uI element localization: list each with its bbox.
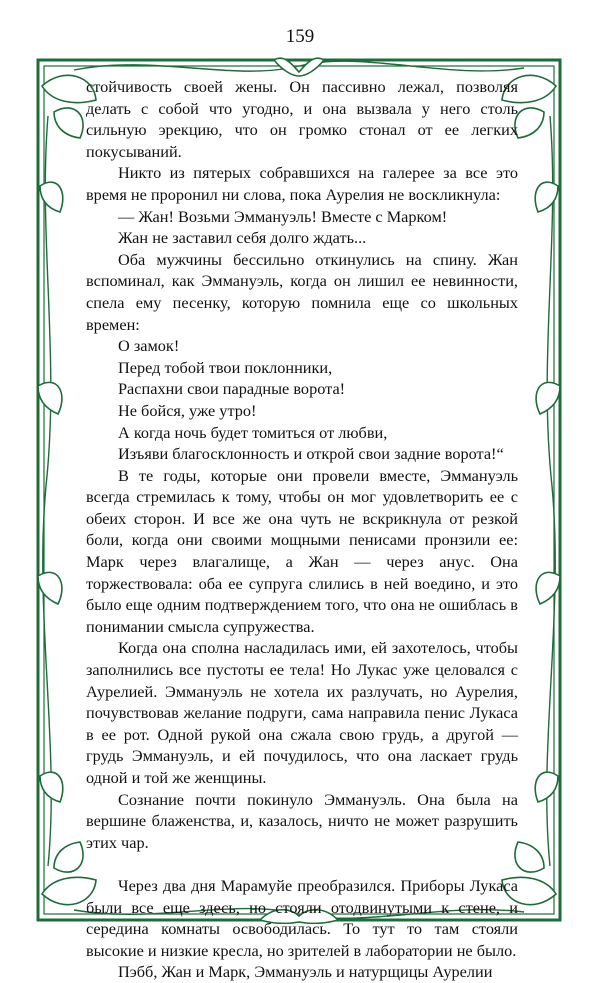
paragraph: В те годы, которые они провели вместе, Эммануэль всегда стремилась к тому, чтобы он мог удовлетворить ее с обеих сторон. И все же она чуть не вскрикнула от резкой боли, когда они своими мощными пенисами пронзили ее: Марк через влагалище, а Жан — через анус. Она торжествовала: оба ее супруга слились в ней воедино, и это было еще одним подтверждением того, что она не ошиблась в понимании смысла супружества.: [86, 465, 518, 636]
paragraph: Когда она сполна насладилась ими, ей захотелось, чтобы заполнились все пустоты ее тела! Но Лукас уже целовался с Аурелией. Эммануэль не хотела их разлучать, но Аурелия, почувствовав желание подруги, сама направила пенис Лукаса в ее рот. Одной рукой она сжала свою грудь, а другой — грудь Эммануэль, и ей почудилось, что она ласкает грудь одной и той же женщины.: [86, 638, 518, 787]
verse-line: А когда ночь будет томиться от любви,: [118, 422, 388, 442]
verse-line: О замок!: [118, 336, 180, 356]
page-number: 159: [285, 26, 315, 47]
paragraph: Пэбб, Жан и Марк, Эммануэль и натурщицы Аурелии: [118, 962, 493, 982]
body-text: [86, 76, 518, 983]
paragraph: Через два дня Марамуйе преобразился. Приборы Лукаса были все еще здесь, но стояли отодвинутыми к стене, и середина комнаты освободилась. То тут то там стояли высокие и низкие кресла, но зрителей в лаборатории не было.: [86, 875, 518, 960]
paragraph: Никто из пятерых собравшихся на галерее за все это время не проронил ни слова, пока Аурелия не воскликнула:: [86, 163, 518, 204]
verse-line: Распахни свои парадные ворота!: [118, 379, 346, 399]
paragraph: Жан не заставил себя долго ждать...: [118, 228, 367, 248]
verse-line: Перед тобой твои поклонники,: [118, 357, 333, 377]
paragraph: Оба мужчины бессильно откинулись на спину. Жан вспоминал, как Эммануэль, когда он лишил ее невинности, спела ему песенку, которую помнила еще со школьных времен:: [86, 249, 518, 334]
verse-line: Не бойся, уже утро!: [118, 400, 257, 420]
paragraph: — Жан! Возьми Эммануэль! Вместе с Марком!: [118, 206, 448, 226]
verse-line: Изъяви благосклонность и открой свои задние ворота!“: [118, 444, 504, 464]
paragraph: стойчивость своей жены. Он пассивно лежал, позволяя делать с собой что угодно, и она вызвала у него столь сильную эрекцию, что он громко стонал от ее легких покусываний.: [86, 77, 518, 161]
paragraph: Сознание почти покинуло Эммануэль. Она была на вершине блаженства, и, казалось, ничто не может разрушить этих чар.: [86, 789, 518, 852]
